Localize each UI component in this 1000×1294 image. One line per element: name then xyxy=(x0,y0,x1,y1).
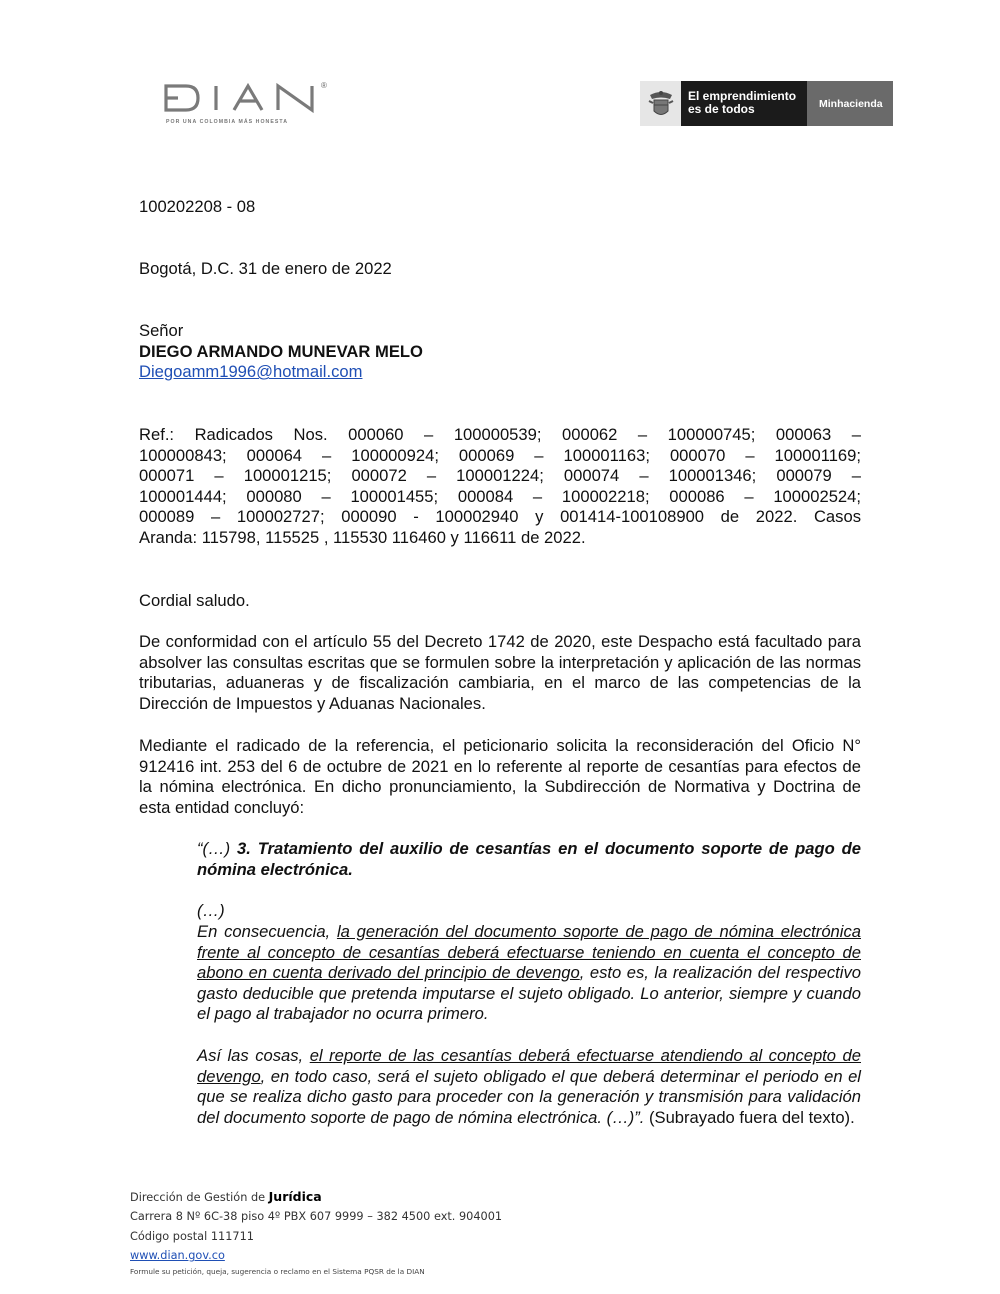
ref-line: Ref.: Radicados Nos. 000060 – 100000539; 000062 – 100000745; 000063 – xyxy=(139,425,861,444)
footer-office-prefix: Dirección de Gestión de xyxy=(130,1191,269,1204)
ministry-name: Minhacienda xyxy=(807,81,893,126)
letterhead xyxy=(0,0,1000,140)
ref-line: 100000843; 000064 – 100000924; 000069 – 100001163; 000070 – 100001169; xyxy=(139,445,861,465)
registered-mark: ® xyxy=(321,81,327,90)
quote-p1-intro: En consecuencia, xyxy=(197,922,337,941)
quote-heading xyxy=(197,839,861,880)
gov-slogan-line-2: es de todos xyxy=(688,102,755,116)
quote-ellipsis: (…) xyxy=(197,901,225,920)
quote-p1-rest: , esto es, la realización del respectivo gasto deducible que pretenda imputarse el sujeto obligado. Lo anterior, siempre y cuando el pago al trabajador no ocurra primero. xyxy=(197,963,861,1024)
footer-postal: Código postal 111711 xyxy=(130,1229,254,1243)
paragraph-competence: De conformidad con el artículo 55 del Decreto 1742 de 2020, este Despacho está facultado para absolver las consultas escritas que se formulen sobre la interpretación y aplicación de las normas tributarias, aduaneras y de fiscalización cambiaria, en el marco de las competencias de la Dirección de Impuestos y Aduanas Nacionales. xyxy=(139,632,861,713)
government-banner xyxy=(640,81,893,126)
recipient-name: DIEGO ARMANDO MUNEVAR MELO xyxy=(139,341,423,361)
dian-logo-text: DIAN xyxy=(164,80,167,81)
footer-office-bold: Jurídica xyxy=(268,1189,322,1204)
quote-p2-intro: Así las cosas, xyxy=(197,1046,310,1065)
salutation-title: Señor xyxy=(139,321,184,340)
footer-address: Carrera 8 Nº 6C-38 piso 4º PBX 607 9999 – 382 4500 ext. 904001 xyxy=(130,1210,503,1224)
ref-line: 100001444; 000080 – 100001455; 000084 – 100002218; 000086 – 100002524; xyxy=(139,486,861,506)
gov-slogan xyxy=(681,81,807,126)
quote-paragraph-2 xyxy=(197,1046,861,1128)
greeting: Cordial saludo. xyxy=(139,591,250,610)
quote-p2-underlined: el reporte de las cesantías deberá efectuarse atendiendo al concepto de devengo xyxy=(197,1046,861,1086)
footer xyxy=(130,1187,730,1278)
dian-logo xyxy=(164,80,329,130)
gov-slogan-line-1: El emprendimiento xyxy=(688,89,797,103)
reference-block xyxy=(139,425,861,549)
coat-of-arms-icon xyxy=(640,81,681,126)
ref-line: 000089 – 100002727; 000090 - 100002940 y 001414-100108900 de 2022. Casos xyxy=(139,507,861,527)
recipient-email-link[interactable]: Diegoamm1996@hotmail.com xyxy=(139,362,363,382)
paragraph-request: Mediante el radicado de la referencia, el peticionario solicita la reconsideración del Oficio N° 912416 int. 253 del 6 de octubre de 2021 en lo referente al reporte de cesantías para efectos de la nómina electrónica. En dicho pronunciamiento, la Subdirección de Normativa y Doctrina de esta entidad concluyó: xyxy=(139,736,861,817)
dian-tagline: POR UNA COLOMBIA MÁS HONESTA xyxy=(166,119,289,125)
quote-note: (Subrayado fuera del texto). xyxy=(644,1107,855,1127)
quote-p1-underlined: la generación del documento soporte de pago de nómina electrónica frente al concepto de cesantías deberá efectuarse teniendo en cuenta el concepto de abono en cuenta derivado del principio de devengo xyxy=(197,922,861,983)
quote-heading-text: 3. Tratamiento del auxilio de cesantías en el documento soporte de pago de nómina electrónica. xyxy=(197,839,861,879)
footer-website-link[interactable]: www.dian.gov.co xyxy=(130,1249,225,1263)
quote-paragraph-1 xyxy=(197,922,861,1025)
ref-line: 000071 – 100001215; 000072 – 100001224; 000074 – 100001346; 000079 – xyxy=(139,466,861,486)
footer-pqsr-note: Formule su petición, queja, sugerencia o reclamo en el Sistema PQSR de la DIAN xyxy=(130,1266,425,1276)
recipient-block xyxy=(139,321,861,383)
reference-number: 100202208 - 08 xyxy=(139,197,256,216)
quote-p2-rest: , en todo caso, será el sujeto obligado el que deberá determinar el periodo en el que se realiza dicho gasto para proceder con la generación y transmisión para validación del documento soporte de pago de nómina electrónica. (…)”. xyxy=(197,1066,861,1127)
dian-logo-letters xyxy=(164,80,322,116)
date-line: Bogotá, D.C. 31 de enero de 2022 xyxy=(139,259,392,278)
quote-open: “(…) xyxy=(197,839,238,858)
ref-line: Aranda: 115798, 115525 , 115530 116460 y 116611 de 2022. xyxy=(139,527,586,547)
